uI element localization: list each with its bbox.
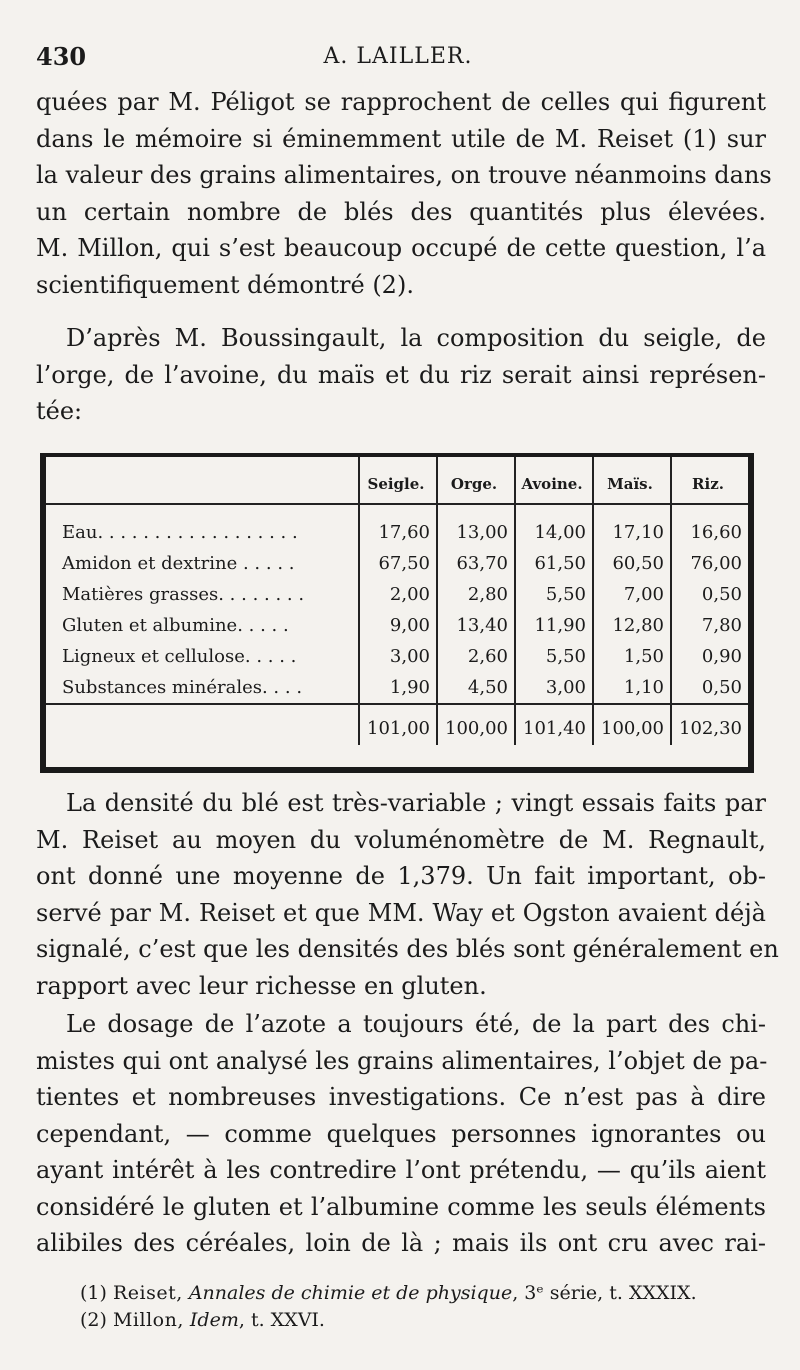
cell: 0,50 (671, 672, 748, 704)
footnote-1 (80, 1280, 760, 1307)
footnote-marker: (1) (80, 1282, 107, 1304)
running-author: A. LAILLER. (323, 44, 473, 69)
table-header-orge: Orge. (437, 457, 515, 504)
cell: 0,50 (671, 579, 748, 610)
cell: 0,90 (671, 641, 748, 672)
cell: 1,50 (593, 641, 671, 672)
total-cell: 102,30 (671, 704, 748, 745)
row-label: Gluten et albumine. . . . . (62, 615, 289, 636)
text-line: ont donné une moyenne de 1,379. Un fait important, ob- (36, 862, 766, 890)
table-row (46, 672, 748, 704)
row-label: Matières grasses. . . . . . . . (62, 584, 305, 605)
cell: 13,00 (437, 504, 515, 548)
text-line: dans le mémoire si éminemment utile de M. Reiset (1) sur (36, 124, 766, 153)
table-header-seigle: Seigle. (359, 457, 437, 504)
cell: 11,90 (515, 610, 593, 641)
total-label (46, 704, 359, 745)
cell: 2,80 (437, 579, 515, 610)
text-line: tée: (36, 397, 83, 425)
cell: 14,00 (515, 504, 593, 548)
paragraph-boussingault (36, 320, 766, 430)
running-head (36, 42, 760, 76)
text-line: la valeur des grains alimentaires, on trouve néanmoins dans (36, 161, 772, 189)
cell: 67,50 (359, 548, 437, 579)
cell: 7,80 (671, 610, 748, 641)
text-line: cependant, — comme quelques personnes ignorantes ou (36, 1119, 766, 1148)
paragraph-peligot (36, 84, 772, 303)
table-header-mais: Maïs. (593, 457, 671, 504)
table-row (46, 548, 748, 579)
composition-table (40, 453, 754, 773)
cell: 1,10 (593, 672, 671, 704)
text-line: ayant intérêt à les contredire l’ont prétendu, — qu’ils aient (36, 1156, 766, 1184)
cell: 17,10 (593, 504, 671, 548)
cell: 12,80 (593, 610, 671, 641)
footnote-title: Idem (189, 1309, 239, 1331)
table-header-riz: Riz. (671, 457, 748, 504)
row-label: Ligneux et cellulose. . . . . (62, 646, 297, 667)
text-line: scientifiquement démontré (2). (36, 270, 414, 299)
cell: 3,00 (515, 672, 593, 704)
table-row (46, 610, 748, 641)
cell: 13,40 (437, 610, 515, 641)
cell: 9,00 (359, 610, 437, 641)
text-line: rapport avec leur richesse en gluten. (36, 971, 487, 1000)
cell: 5,50 (515, 641, 593, 672)
cell: 61,50 (515, 548, 593, 579)
table-header-row (46, 457, 748, 504)
footnote-ref: , 3ᵉ série, t. XXXIX. (512, 1282, 697, 1304)
table-row (46, 504, 748, 548)
text-line: D’après M. Boussingault, la composition du seigle, de (66, 324, 766, 352)
row-label: Substances minérales. . . . (62, 677, 303, 698)
text-line: un certain nombre de blés des quantités plus élevées. (36, 197, 766, 226)
text-line: alibiles des céréales, loin de là ; mais ils ont cru avec rai- (36, 1229, 766, 1257)
cell: 3,00 (359, 641, 437, 672)
text-line: signalé, c’est que les densités des blés sont généralement en (36, 935, 779, 963)
table-total-row (46, 704, 748, 745)
footnote-ref: , t. XXVI. (238, 1309, 325, 1331)
table-row (46, 641, 748, 672)
footnote-author: Reiset, (112, 1282, 183, 1304)
text-line: La densité du blé est très-variable ; vingt essais faits par (66, 789, 766, 817)
text-line: mistes qui ont analysé les grains alimentaires, l’objet de pa- (36, 1046, 768, 1075)
cell: 7,00 (593, 579, 671, 610)
cell: 16,60 (671, 504, 748, 548)
text-line: Le dosage de l’azote a toujours été, de la part des chi- (66, 1010, 766, 1038)
cell: 60,50 (593, 548, 671, 579)
paragraph-densite (36, 785, 779, 1004)
text-line: considéré le gluten et l’albumine comme les seuls éléments (36, 1192, 766, 1221)
total-cell: 101,00 (359, 704, 437, 745)
cell: 2,00 (359, 579, 437, 610)
total-cell: 100,00 (593, 704, 671, 745)
cell: 63,70 (437, 548, 515, 579)
footnote-marker: (2) (80, 1309, 107, 1331)
text-line: M. Reiset au moyen du voluménomètre de M. Regnault, (36, 825, 766, 854)
cell: 2,60 (437, 641, 515, 672)
total-cell: 101,40 (515, 704, 593, 745)
text-line: quées par M. Péligot se rapprochent de celles qui figurent (36, 88, 766, 116)
row-label: Eau. . . . . . . . . . . . . . . . . . (62, 522, 298, 543)
cell: 4,50 (437, 672, 515, 704)
cell: 76,00 (671, 548, 748, 579)
total-cell: 100,00 (437, 704, 515, 745)
footnote-title: Annales de chimie et de physique (188, 1282, 513, 1304)
paragraph-azote (36, 1006, 766, 1262)
text-line: tientes et nombreuses investigations. Ce n’est pas à dire (36, 1083, 766, 1111)
cell: 5,50 (515, 579, 593, 610)
row-label: Amidon et dextrine . . . . . (62, 553, 295, 574)
table-header-avoine: Avoine. (515, 457, 593, 504)
cell: 1,90 (359, 672, 437, 704)
text-line: l’orge, de l’avoine, du maïs et du riz serait ainsi représen- (36, 360, 766, 389)
footnote-author: Millon, (112, 1309, 184, 1331)
page-number: 430 (36, 42, 87, 71)
text-line: M. Millon, qui s’est beaucoup occupé de cette question, l’a (36, 234, 766, 262)
footnote-2 (80, 1307, 760, 1334)
footnotes (80, 1280, 760, 1334)
text-line: servé par M. Reiset et que MM. Way et Ogston avaient déjà (36, 898, 766, 927)
table-header-label (46, 457, 359, 504)
cell: 17,60 (359, 504, 437, 548)
table-row (46, 579, 748, 610)
